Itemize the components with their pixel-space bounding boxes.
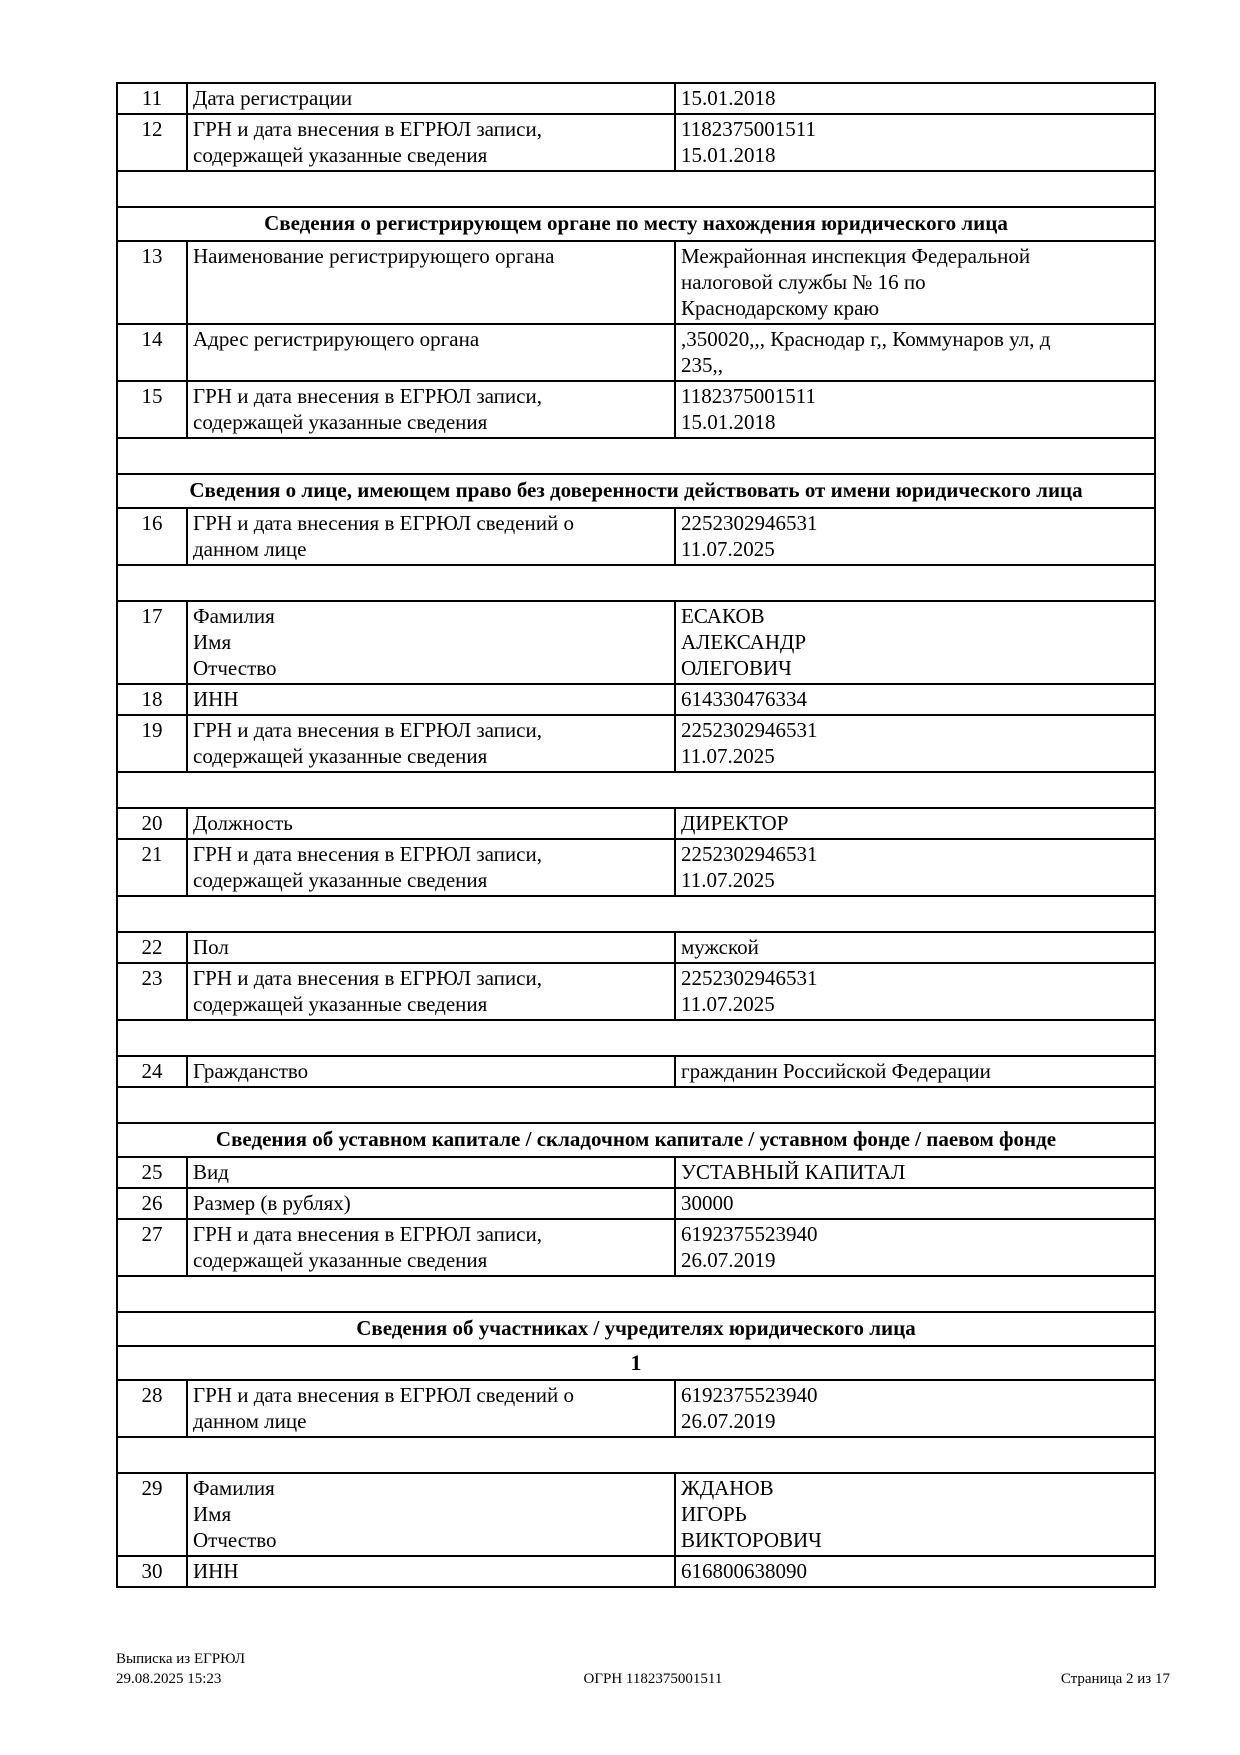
table-row [117,1157,1155,1188]
row-value [675,324,1155,381]
page-footer [116,1649,1170,1689]
label-line: ГРН и дата внесения в ЕГРЮЛ сведений о [193,1383,574,1407]
value-line: 11.07.2025 [681,868,775,892]
section-header: Сведения о лице, имеющем право без доверенности действовать от имени юридического лица [117,474,1155,508]
value-line: ОЛЕГОВИЧ [681,656,792,680]
row-number: 17 [117,601,187,684]
row-number: 26 [117,1188,187,1219]
row-value [675,932,1155,963]
row-label [187,83,675,114]
spacer-cell [117,1276,1155,1312]
value-line: 6192375523940 [681,1222,818,1246]
value-line: 26.07.2019 [681,1409,776,1433]
footer-ogrn: ОГРН 1182375001511 [583,1671,723,1687]
row-number: 28 [117,1380,187,1437]
spacer-cell [117,772,1155,808]
row-value [675,839,1155,896]
label-line: содержащей указанные сведения [193,143,488,167]
subheader-row [117,1346,1155,1380]
row-value [675,808,1155,839]
value-line: налоговой службы № 16 по [681,270,926,294]
label-line: содержащей указанные сведения [193,992,488,1016]
label-line: данном лице [193,1409,307,1433]
row-number: 27 [117,1219,187,1276]
value-line: 11.07.2025 [681,992,775,1016]
spacer-cell [117,1020,1155,1056]
label-line: Гражданство [193,1059,309,1083]
label-line: ИНН [193,1559,239,1583]
value-line: 614330476334 [681,687,807,711]
table-row [117,1380,1155,1437]
value-line: УСТАВНЫЙ КАПИТАЛ [681,1160,906,1184]
label-line: Размер (в рублях) [193,1191,351,1215]
row-label [187,114,675,171]
section-header: Сведения об участниках / учредителях юридического лица [117,1312,1155,1346]
row-number: 11 [117,83,187,114]
row-value [675,1157,1155,1188]
row-value [675,114,1155,171]
spacer-cell [117,896,1155,932]
row-number: 23 [117,963,187,1020]
participant-index: 1 [117,1346,1155,1380]
row-label [187,1473,675,1556]
row-number: 16 [117,508,187,565]
value-line: ЖДАНОВ [681,1476,774,1500]
egrul-table-body [117,83,1155,1587]
label-line: содержащей указанные сведения [193,868,488,892]
label-line: содержащей указанные сведения [193,744,488,768]
spacer-row [117,1276,1155,1312]
value-line: 235,, [681,353,723,377]
spacer-row [117,1087,1155,1123]
table-row [117,839,1155,896]
value-line: ДИРЕКТОР [681,811,789,835]
label-line: ГРН и дата внесения в ЕГРЮЛ записи, [193,1222,542,1246]
row-value [675,508,1155,565]
row-label [187,1556,675,1587]
value-line: ИГОРЬ [681,1502,747,1526]
row-value [675,601,1155,684]
label-line: Фамилия [193,604,275,628]
label-line: данном лице [193,537,307,561]
value-line: ВИКТОРОВИЧ [681,1528,822,1552]
row-value [675,1473,1155,1556]
table-row [117,381,1155,438]
value-line: 6192375523940 [681,1383,818,1407]
value-line: ЕСАКОВ [681,604,765,628]
value-line: 1182375001511 [681,384,816,408]
row-number: 19 [117,715,187,772]
row-label [187,963,675,1020]
row-number: 25 [117,1157,187,1188]
value-line: 11.07.2025 [681,744,775,768]
row-label [187,508,675,565]
label-line: ГРН и дата внесения в ЕГРЮЛ записи, [193,117,542,141]
table-row [117,114,1155,171]
table-row [117,1473,1155,1556]
row-number: 20 [117,808,187,839]
label-line: Вид [193,1160,229,1184]
spacer-row [117,1020,1155,1056]
spacer-row [117,565,1155,601]
label-line: Должность [193,811,293,835]
value-line: ,350020,,, Краснодар г,, Коммунаров ул, д [681,327,1051,351]
table-row [117,1056,1155,1087]
spacer-row [117,772,1155,808]
table-row [117,932,1155,963]
spacer-row [117,171,1155,207]
row-value [675,381,1155,438]
footer-doc-title: Выписка из ЕГРЮЛ [116,1651,245,1667]
table-row [117,808,1155,839]
value-line: гражданин Российской Федерации [681,1059,991,1083]
table-row [117,601,1155,684]
row-label [187,684,675,715]
value-line: 30000 [681,1191,734,1215]
row-label [187,1219,675,1276]
value-line: Краснодарскому краю [681,296,880,320]
row-value [675,83,1155,114]
row-number: 30 [117,1556,187,1587]
value-line: 2252302946531 [681,718,818,742]
label-line: Адрес регистрирующего органа [193,327,480,351]
row-number: 22 [117,932,187,963]
label-line: Фамилия [193,1476,275,1500]
table-row [117,324,1155,381]
footer-left-block [116,1649,245,1689]
table-row [117,963,1155,1020]
row-label [187,324,675,381]
row-value [675,1219,1155,1276]
label-line: ГРН и дата внесения в ЕГРЮЛ сведений о [193,511,574,535]
spacer-row [117,896,1155,932]
row-label [187,839,675,896]
spacer-cell [117,1437,1155,1473]
row-number: 29 [117,1473,187,1556]
row-label [187,1056,675,1087]
value-line: 2252302946531 [681,842,818,866]
label-line: содержащей указанные сведения [193,410,488,434]
row-label [187,932,675,963]
value-line: 616800638090 [681,1559,807,1583]
label-line: Имя [193,630,232,654]
row-value [675,715,1155,772]
row-value [675,1188,1155,1219]
spacer-row [117,1437,1155,1473]
footer-page-number: Страница 2 из 17 [1060,1671,1170,1687]
label-line: ГРН и дата внесения в ЕГРЮЛ записи, [193,842,542,866]
value-line: 11.07.2025 [681,537,775,561]
label-line: ГРН и дата внесения в ЕГРЮЛ записи, [193,718,542,742]
spacer-cell [117,1087,1155,1123]
footer-datetime: 29.08.2025 15:23 [116,1671,222,1687]
row-label [187,381,675,438]
row-label [187,1380,675,1437]
spacer-cell [117,565,1155,601]
section-header: Сведения об уставном капитале / складочном капитале / уставном фонде / паевом фонде [117,1123,1155,1157]
label-line: Дата регистрации [193,86,353,110]
row-label [187,1157,675,1188]
section-row [117,1312,1155,1346]
section-header: Сведения о регистрирующем органе по месту нахождения юридического лица [117,207,1155,241]
value-line: 2252302946531 [681,966,818,990]
row-label [187,808,675,839]
row-value [675,963,1155,1020]
row-label [187,715,675,772]
table-row [117,715,1155,772]
row-number: 13 [117,241,187,324]
label-line: ГРН и дата внесения в ЕГРЮЛ записи, [193,966,542,990]
row-value [675,1556,1155,1587]
section-row [117,207,1155,241]
label-line: ИНН [193,687,239,711]
label-line: Пол [193,935,229,959]
label-line: Отчество [193,1528,277,1552]
row-number: 12 [117,114,187,171]
section-row [117,1123,1155,1157]
value-line: 15.01.2018 [681,410,776,434]
label-line: содержащей указанные сведения [193,1248,488,1272]
value-line: 15.01.2018 [681,143,776,167]
value-line: Межрайонная инспекция Федеральной [681,244,1031,268]
row-label [187,241,675,324]
row-number: 18 [117,684,187,715]
row-label [187,1188,675,1219]
value-line: 1182375001511 [681,117,816,141]
row-number: 15 [117,381,187,438]
row-number: 24 [117,1056,187,1087]
section-row [117,474,1155,508]
value-line: 26.07.2019 [681,1248,776,1272]
egrul-table [116,82,1156,1588]
spacer-cell [117,438,1155,474]
spacer-cell [117,171,1155,207]
row-value [675,1380,1155,1437]
table-row [117,684,1155,715]
row-value [675,241,1155,324]
table-row [117,83,1155,114]
label-line: Наименование регистрирующего органа [193,244,555,268]
spacer-row [117,438,1155,474]
row-number: 21 [117,839,187,896]
table-row [117,1219,1155,1276]
value-line: АЛЕКСАНДР [681,630,807,654]
table-row [117,508,1155,565]
row-label [187,601,675,684]
label-line: Имя [193,1502,232,1526]
row-value [675,684,1155,715]
table-row [117,241,1155,324]
value-line: 15.01.2018 [681,86,776,110]
value-line: 2252302946531 [681,511,818,535]
row-value [675,1056,1155,1087]
label-line: ГРН и дата внесения в ЕГРЮЛ записи, [193,384,542,408]
table-row [117,1556,1155,1587]
value-line: мужской [681,935,759,959]
label-line: Отчество [193,656,277,680]
row-number: 14 [117,324,187,381]
table-row [117,1188,1155,1219]
